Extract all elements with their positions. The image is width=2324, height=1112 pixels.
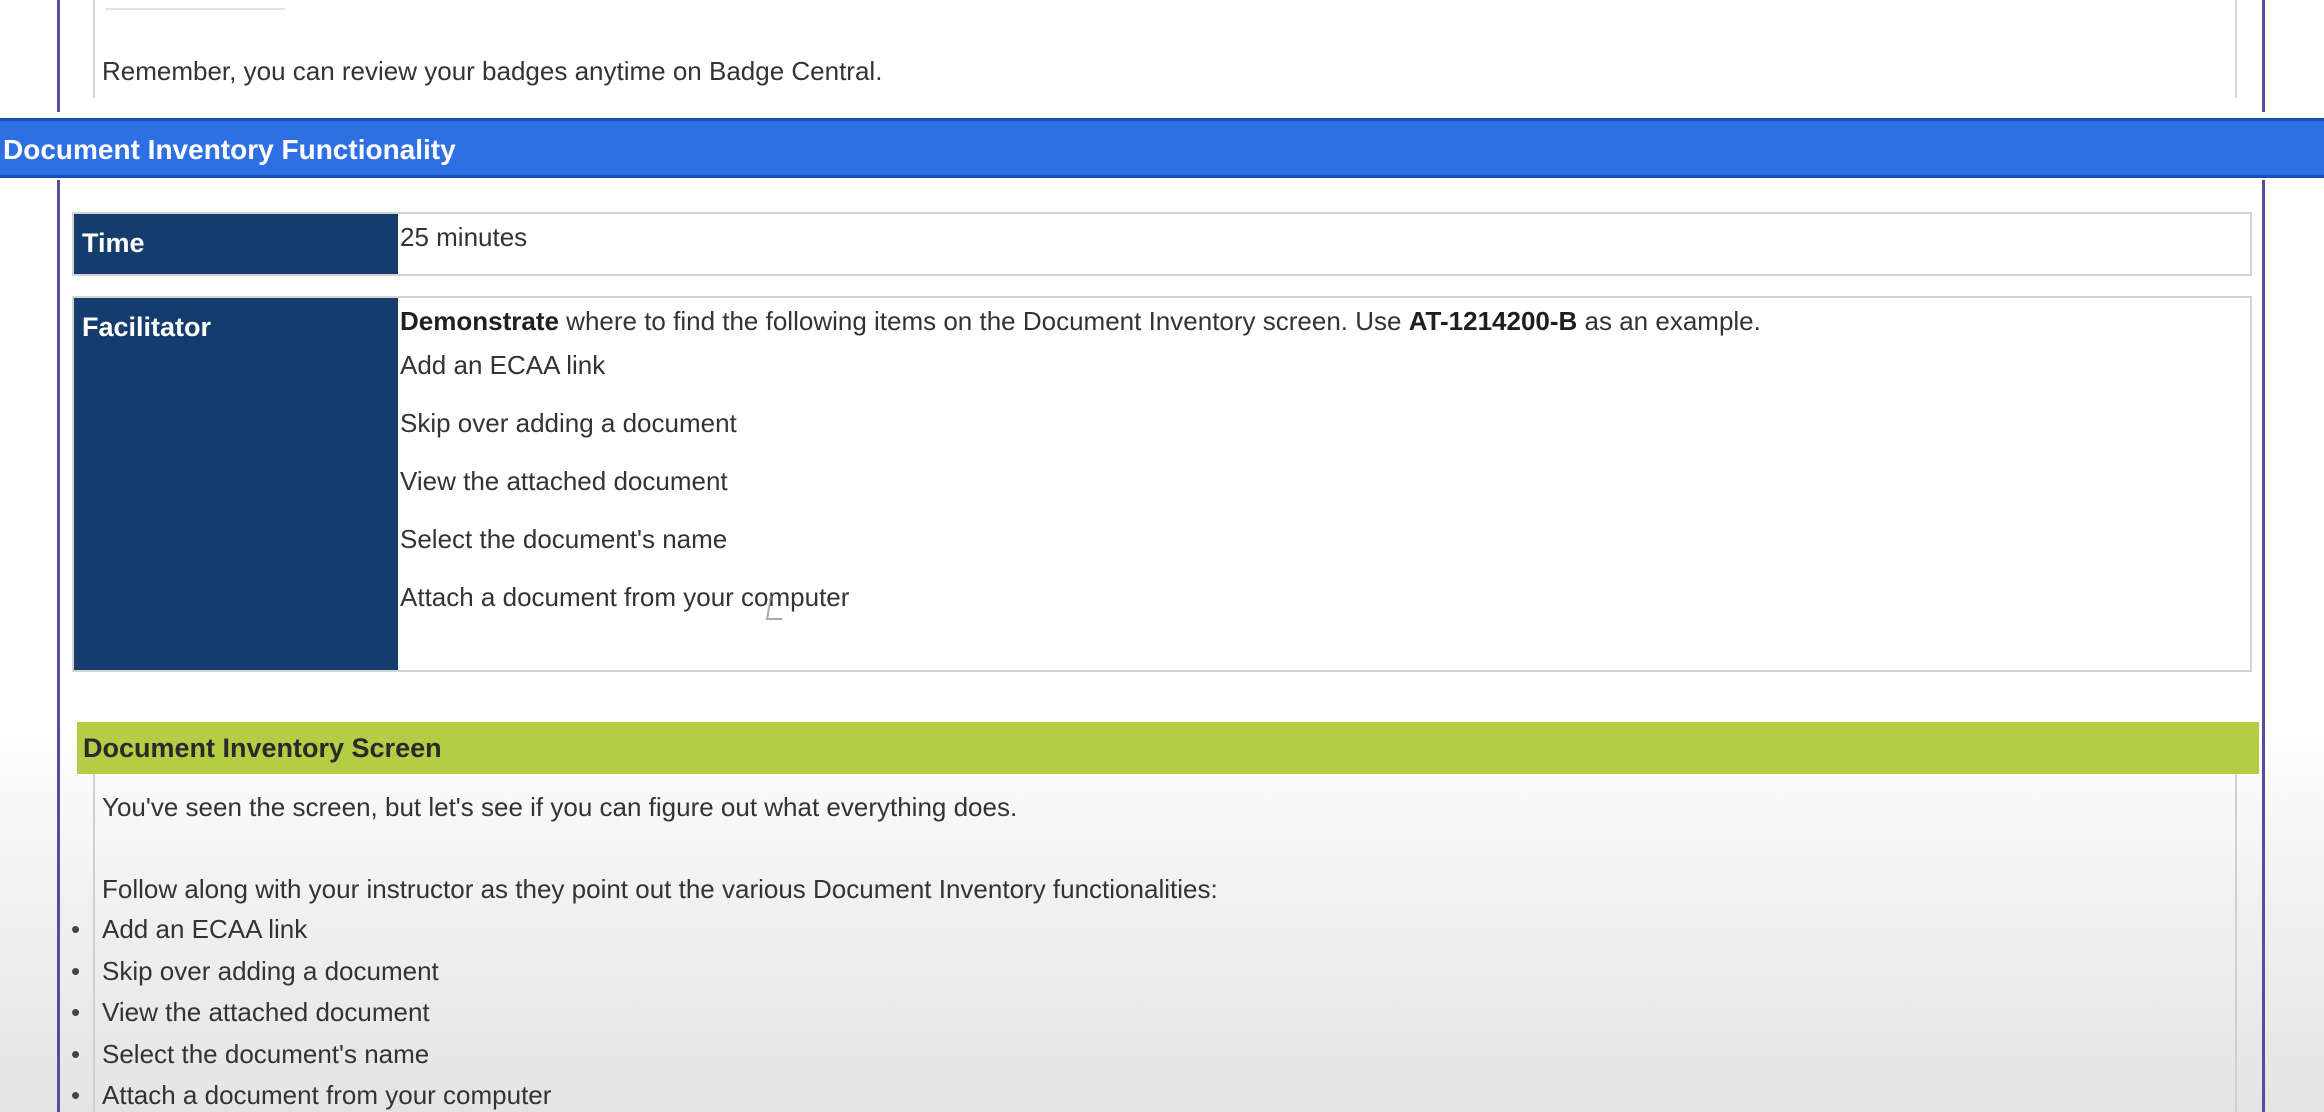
list-item: View the attached document (400, 466, 728, 496)
facilitator-instructions (400, 306, 1761, 337)
list-item (71, 956, 551, 998)
facilitator-cell (400, 298, 2250, 670)
follow-along-paragraph: Follow along with your instructor as they point out the various Document Inventory functionalities: (102, 874, 1218, 904)
list-item-label: Skip over adding a document (102, 955, 439, 986)
frame-border-left (57, 0, 60, 112)
list-item-label: View the attached document (102, 997, 430, 1027)
document-inventory-screen-box (71, 774, 2237, 1112)
section-header (0, 118, 2324, 178)
time-row (72, 212, 2252, 276)
badge-reminder-text: Remember, you can review your badges anytime on Badge Central. (102, 56, 883, 86)
functionality-bullet-list (71, 914, 551, 1112)
time-label: Time (74, 214, 398, 274)
bullet-icon: • (71, 914, 81, 944)
list-item-label: Select the document's name (102, 1038, 430, 1069)
example-record-id: AT-1214200-B (1408, 306, 1578, 336)
divider (105, 0, 285, 10)
subsection-header (77, 722, 2259, 774)
bullet-icon: • (71, 1080, 81, 1110)
section-title: Document Inventory Functionality (3, 134, 456, 165)
time-value: 25 minutes (400, 222, 528, 252)
time-cell (400, 214, 2250, 274)
frame-border-right (2262, 180, 2265, 1112)
instruction-text: where to find the following items on the Document Inventory screen. Use (558, 306, 1409, 336)
list-item (71, 1039, 551, 1081)
list-item: Skip over adding a document (400, 408, 737, 438)
previous-section-box (93, 0, 2237, 98)
bullet-icon: • (71, 955, 81, 986)
instruction-verb: Demonstrate (400, 306, 559, 336)
list-item-label: Add an ECAA link (102, 914, 308, 944)
bullet-icon: • (71, 1038, 81, 1069)
list-item (71, 914, 551, 956)
list-item: Attach a document from your computer (400, 582, 850, 612)
facilitator-row (72, 296, 2252, 672)
list-item (71, 1080, 551, 1112)
bullet-icon: • (71, 997, 81, 1027)
list-item (71, 997, 551, 1039)
list-item: Select the document's name (400, 524, 728, 554)
instruction-text-end: as an example. (1577, 306, 1761, 336)
intro-paragraph: You've seen the screen, but let's see if you can figure out what everything does. (102, 792, 1018, 822)
list-item: Add an ECAA link (400, 350, 606, 380)
subsection-title: Document Inventory Screen (83, 733, 442, 763)
facilitator-label: Facilitator (74, 298, 398, 670)
list-item-label: Attach a document from your computer (102, 1080, 552, 1110)
frame-border-right (2262, 0, 2265, 112)
frame-border-left (57, 180, 60, 1112)
